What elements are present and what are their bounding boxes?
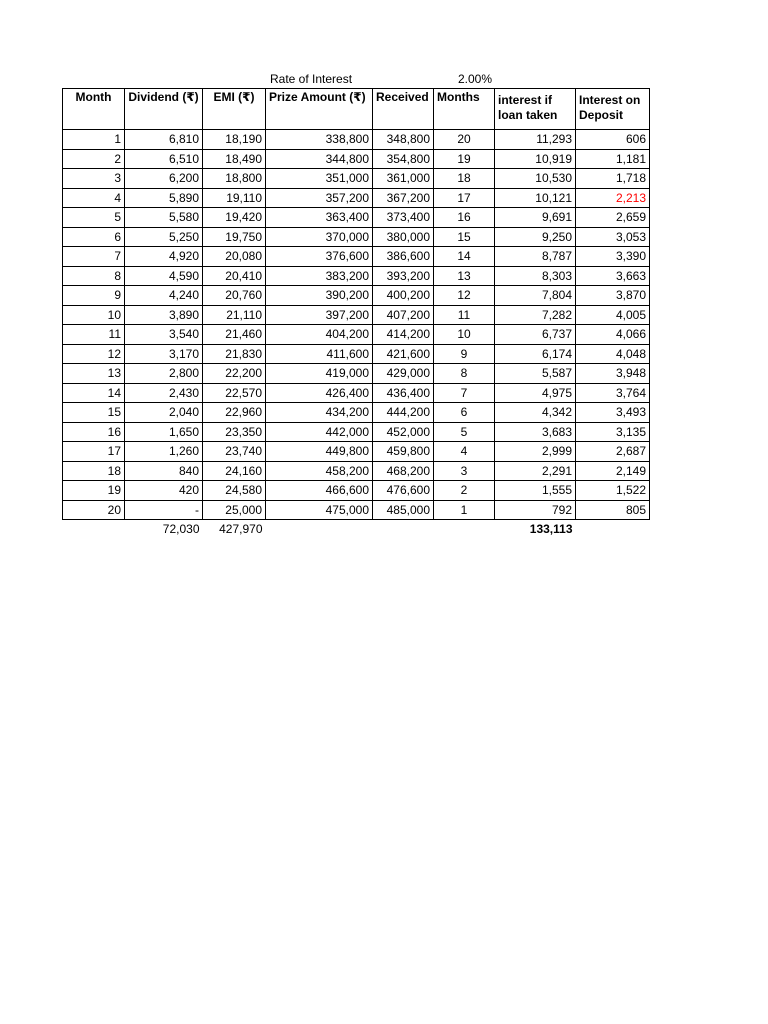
cell-interest-on-deposit[interactable]: 4,005 — [576, 305, 650, 325]
cell-received[interactable]: 444,200 — [373, 403, 434, 423]
totals-blank — [434, 520, 495, 539]
cell-prize-amount[interactable]: 357,200 — [266, 188, 373, 208]
cell-interest-on-deposit[interactable]: 805 — [576, 500, 650, 520]
cell-interest-on-deposit[interactable]: 1,718 — [576, 169, 650, 189]
cell-month[interactable]: 6 — [63, 227, 125, 247]
header-interest-if-loan-taken[interactable]: interest if loan taken — [495, 89, 576, 130]
table-row — [63, 130, 650, 150]
header-emi[interactable]: EMI (₹) — [203, 89, 266, 130]
cell-interest-on-deposit[interactable]: 2,213 — [576, 188, 650, 208]
cell-dividend[interactable]: 5,580 — [125, 208, 203, 228]
cell-received[interactable]: 421,600 — [373, 344, 434, 364]
cell-interest-if-loan-taken[interactable]: 10,530 — [495, 169, 576, 189]
cell-month[interactable]: 9 — [63, 286, 125, 306]
cell-interest-if-loan-taken[interactable]: 8,787 — [495, 247, 576, 267]
header-row — [63, 89, 650, 130]
header-received[interactable]: Received — [373, 89, 434, 130]
cell-emi[interactable]: 25,000 — [203, 500, 266, 520]
cell-emi[interactable]: 21,830 — [203, 344, 266, 364]
rate-of-interest-value[interactable]: 2.00% — [457, 72, 492, 86]
table-row — [63, 422, 650, 442]
cell-emi[interactable]: 19,420 — [203, 208, 266, 228]
cell-received[interactable]: 361,000 — [373, 169, 434, 189]
table-row — [63, 305, 650, 325]
cell-interest-if-loan-taken[interactable]: 7,282 — [495, 305, 576, 325]
header-months[interactable]: Months — [434, 89, 495, 130]
cell-dividend[interactable]: 6,200 — [125, 169, 203, 189]
cell-month[interactable]: 5 — [63, 208, 125, 228]
table-row — [63, 247, 650, 267]
cell-emi[interactable]: 21,460 — [203, 325, 266, 345]
cell-prize-amount[interactable]: 383,200 — [266, 266, 373, 286]
cell-prize-amount[interactable]: 475,000 — [266, 500, 373, 520]
cell-prize-amount[interactable]: 426,400 — [266, 383, 373, 403]
cell-emi[interactable]: 18,490 — [203, 149, 266, 169]
cell-month[interactable]: 13 — [63, 364, 125, 384]
cell-interest-on-deposit[interactable]: 4,066 — [576, 325, 650, 345]
cell-month[interactable]: 7 — [63, 247, 125, 267]
table-row — [63, 325, 650, 345]
header-interest-on-deposit[interactable]: Interest on Deposit — [576, 89, 650, 130]
cell-prize-amount[interactable]: 411,600 — [266, 344, 373, 364]
cell-interest-on-deposit[interactable]: 3,948 — [576, 364, 650, 384]
cell-received[interactable]: 380,000 — [373, 227, 434, 247]
cell-month[interactable]: 17 — [63, 442, 125, 462]
cell-emi[interactable]: 18,190 — [203, 130, 266, 150]
table-row — [63, 383, 650, 403]
cell-months[interactable]: 14 — [434, 247, 495, 267]
cell-dividend[interactable]: 3,170 — [125, 344, 203, 364]
header-dividend[interactable]: Dividend (₹) — [125, 89, 203, 130]
cell-months[interactable]: 17 — [434, 188, 495, 208]
cell-months[interactable]: 13 — [434, 266, 495, 286]
cell-month[interactable]: 2 — [63, 149, 125, 169]
cell-received[interactable]: 354,800 — [373, 149, 434, 169]
cell-month[interactable]: 11 — [63, 325, 125, 345]
table-row — [63, 442, 650, 462]
cell-interest-if-loan-taken[interactable]: 2,291 — [495, 461, 576, 481]
cell-prize-amount[interactable]: 404,200 — [266, 325, 373, 345]
table-row — [63, 286, 650, 306]
cell-months[interactable]: 4 — [434, 442, 495, 462]
cell-interest-on-deposit[interactable]: 3,493 — [576, 403, 650, 423]
table-body — [63, 130, 650, 520]
cell-interest-on-deposit[interactable]: 3,390 — [576, 247, 650, 267]
cell-emi[interactable]: 23,350 — [203, 422, 266, 442]
cell-emi[interactable]: 20,080 — [203, 247, 266, 267]
cell-emi[interactable]: 21,110 — [203, 305, 266, 325]
cell-interest-if-loan-taken[interactable]: 10,121 — [495, 188, 576, 208]
cell-interest-if-loan-taken[interactable]: 5,587 — [495, 364, 576, 384]
cell-emi[interactable]: 22,200 — [203, 364, 266, 384]
cell-dividend[interactable]: 4,920 — [125, 247, 203, 267]
cell-months[interactable]: 2 — [434, 481, 495, 501]
cell-months[interactable]: 9 — [434, 344, 495, 364]
table-row — [63, 169, 650, 189]
cell-interest-if-loan-taken[interactable]: 6,737 — [495, 325, 576, 345]
totals-row — [63, 520, 650, 539]
cell-months[interactable]: 6 — [434, 403, 495, 423]
cell-interest-on-deposit[interactable]: 3,764 — [576, 383, 650, 403]
cell-interest-on-deposit[interactable]: 2,687 — [576, 442, 650, 462]
cell-month[interactable]: 15 — [63, 403, 125, 423]
cell-months[interactable]: 5 — [434, 422, 495, 442]
table-row — [63, 344, 650, 364]
cell-prize-amount[interactable]: 458,200 — [266, 461, 373, 481]
table-row — [63, 500, 650, 520]
cell-interest-on-deposit[interactable]: 606 — [576, 130, 650, 150]
cell-prize-amount[interactable]: 449,800 — [266, 442, 373, 462]
cell-dividend[interactable]: 5,890 — [125, 188, 203, 208]
cell-months[interactable]: 10 — [434, 325, 495, 345]
cell-dividend[interactable]: 1,260 — [125, 442, 203, 462]
cell-emi[interactable]: 24,580 — [203, 481, 266, 501]
cell-received[interactable]: 348,800 — [373, 130, 434, 150]
cell-dividend[interactable]: 840 — [125, 461, 203, 481]
cell-months[interactable]: 16 — [434, 208, 495, 228]
cell-dividend[interactable]: 4,590 — [125, 266, 203, 286]
total-interest-if-loan-taken[interactable]: 133,113 — [529, 522, 573, 537]
cell-received[interactable]: 485,000 — [373, 500, 434, 520]
cell-month[interactable]: 8 — [63, 266, 125, 286]
cell-prize-amount[interactable]: 376,600 — [266, 247, 373, 267]
cell-received[interactable]: 429,000 — [373, 364, 434, 384]
cell-month[interactable]: 18 — [63, 461, 125, 481]
cell-dividend[interactable]: 2,800 — [125, 364, 203, 384]
cell-interest-if-loan-taken[interactable]: 9,250 — [495, 227, 576, 247]
cell-received[interactable]: 436,400 — [373, 383, 434, 403]
cell-received[interactable]: 476,600 — [373, 481, 434, 501]
cell-months[interactable]: 8 — [434, 364, 495, 384]
cell-interest-if-loan-taken[interactable]: 11,293 — [495, 130, 576, 150]
cell-month[interactable]: 4 — [63, 188, 125, 208]
cell-received[interactable]: 400,200 — [373, 286, 434, 306]
cell-dividend[interactable]: 3,890 — [125, 305, 203, 325]
cell-interest-if-loan-taken[interactable]: 6,174 — [495, 344, 576, 364]
header-prize-amount[interactable]: Prize Amount (₹) — [266, 89, 373, 130]
cell-received[interactable]: 468,200 — [373, 461, 434, 481]
cell-emi[interactable]: 19,750 — [203, 227, 266, 247]
cell-prize-amount[interactable]: 370,000 — [266, 227, 373, 247]
cell-received[interactable]: 407,200 — [373, 305, 434, 325]
cell-prize-amount[interactable]: 363,400 — [266, 208, 373, 228]
cell-prize-amount[interactable]: 390,200 — [266, 286, 373, 306]
cell-received[interactable]: 393,200 — [373, 266, 434, 286]
table-row — [63, 149, 650, 169]
cell-prize-amount[interactable]: 351,000 — [266, 169, 373, 189]
cell-interest-on-deposit[interactable]: 1,181 — [576, 149, 650, 169]
cell-months[interactable]: 3 — [434, 461, 495, 481]
cell-months[interactable]: 12 — [434, 286, 495, 306]
cell-months[interactable]: 15 — [434, 227, 495, 247]
table-row — [63, 481, 650, 501]
cell-month[interactable]: 16 — [63, 422, 125, 442]
cell-received[interactable]: 452,000 — [373, 422, 434, 442]
cell-prize-amount[interactable]: 466,600 — [266, 481, 373, 501]
cell-dividend[interactable]: 2,040 — [125, 403, 203, 423]
cell-dividend[interactable]: 3,540 — [125, 325, 203, 345]
cell-interest-if-loan-taken[interactable]: 9,691 — [495, 208, 576, 228]
cell-interest-on-deposit[interactable]: 3,663 — [576, 266, 650, 286]
cell-dividend[interactable]: 5,250 — [125, 227, 203, 247]
cell-month[interactable]: 3 — [63, 169, 125, 189]
cell-prize-amount[interactable]: 419,000 — [266, 364, 373, 384]
cell-emi[interactable]: 22,960 — [203, 403, 266, 423]
totals-blank — [373, 520, 434, 539]
cell-prize-amount[interactable]: 397,200 — [266, 305, 373, 325]
cell-interest-on-deposit[interactable]: 2,149 — [576, 461, 650, 481]
total-dividend[interactable]: 72,030 — [162, 522, 200, 537]
cell-prize-amount[interactable]: 434,200 — [266, 403, 373, 423]
rate-of-interest-label: Rate of Interest — [270, 72, 353, 86]
cell-interest-if-loan-taken[interactable]: 4,342 — [495, 403, 576, 423]
cell-received[interactable]: 459,800 — [373, 442, 434, 462]
cell-dividend[interactable]: 420 — [125, 481, 203, 501]
cell-interest-on-deposit[interactable]: 4,048 — [576, 344, 650, 364]
table-row — [63, 208, 650, 228]
cell-months[interactable]: 20 — [434, 130, 495, 150]
totals-blank — [576, 520, 650, 539]
table-row — [63, 227, 650, 247]
header-month[interactable]: Month — [63, 89, 125, 130]
cell-interest-on-deposit[interactable]: 3,053 — [576, 227, 650, 247]
cell-received[interactable]: 414,200 — [373, 325, 434, 345]
totals-blank — [266, 520, 373, 539]
cell-emi[interactable]: 20,760 — [203, 286, 266, 306]
cell-month[interactable]: 14 — [63, 383, 125, 403]
table-row — [63, 266, 650, 286]
cell-interest-on-deposit[interactable]: 1,522 — [576, 481, 650, 501]
cell-emi[interactable]: 24,160 — [203, 461, 266, 481]
cell-month[interactable]: 20 — [63, 500, 125, 520]
totals-blank — [63, 520, 125, 539]
cell-prize-amount[interactable]: 442,000 — [266, 422, 373, 442]
cell-month[interactable]: 19 — [63, 481, 125, 501]
cell-months[interactable]: 1 — [434, 500, 495, 520]
cell-interest-on-deposit[interactable]: 2,659 — [576, 208, 650, 228]
table-row — [63, 461, 650, 481]
cell-month[interactable]: 10 — [63, 305, 125, 325]
cell-interest-on-deposit[interactable]: 3,135 — [576, 422, 650, 442]
cell-prize-amount[interactable]: 338,800 — [266, 130, 373, 150]
cell-interest-if-loan-taken[interactable]: 1,555 — [495, 481, 576, 501]
table-row — [63, 188, 650, 208]
cell-interest-if-loan-taken[interactable]: 8,303 — [495, 266, 576, 286]
table-row — [63, 364, 650, 384]
cell-emi[interactable]: 20,410 — [203, 266, 266, 286]
chit-fund-table — [62, 88, 650, 539]
cell-dividend[interactable]: 2,430 — [125, 383, 203, 403]
total-emi[interactable]: 427,970 — [219, 522, 263, 537]
cell-emi[interactable]: 19,110 — [203, 188, 266, 208]
cell-month[interactable]: 12 — [63, 344, 125, 364]
cell-dividend[interactable]: 6,810 — [125, 130, 203, 150]
cell-prize-amount[interactable]: 344,800 — [266, 149, 373, 169]
cell-months[interactable]: 19 — [434, 149, 495, 169]
cell-interest-if-loan-taken[interactable]: 10,919 — [495, 149, 576, 169]
cell-months[interactable]: 18 — [434, 169, 495, 189]
cell-interest-if-loan-taken[interactable]: 2,999 — [495, 442, 576, 462]
cell-dividend[interactable]: - — [125, 500, 203, 520]
table-row — [63, 403, 650, 423]
cell-emi[interactable]: 22,570 — [203, 383, 266, 403]
cell-interest-if-loan-taken[interactable]: 3,683 — [495, 422, 576, 442]
cell-interest-on-deposit[interactable]: 3,870 — [576, 286, 650, 306]
cell-month[interactable]: 1 — [63, 130, 125, 150]
cell-dividend[interactable]: 4,240 — [125, 286, 203, 306]
cell-emi[interactable]: 18,800 — [203, 169, 266, 189]
cell-dividend[interactable]: 6,510 — [125, 149, 203, 169]
cell-dividend[interactable]: 1,650 — [125, 422, 203, 442]
cell-interest-if-loan-taken[interactable]: 4,975 — [495, 383, 576, 403]
cell-months[interactable]: 11 — [434, 305, 495, 325]
cell-interest-if-loan-taken[interactable]: 7,804 — [495, 286, 576, 306]
cell-received[interactable]: 373,400 — [373, 208, 434, 228]
cell-emi[interactable]: 23,740 — [203, 442, 266, 462]
cell-received[interactable]: 386,600 — [373, 247, 434, 267]
cell-received[interactable]: 367,200 — [373, 188, 434, 208]
cell-months[interactable]: 7 — [434, 383, 495, 403]
cell-interest-if-loan-taken[interactable]: 792 — [495, 500, 576, 520]
